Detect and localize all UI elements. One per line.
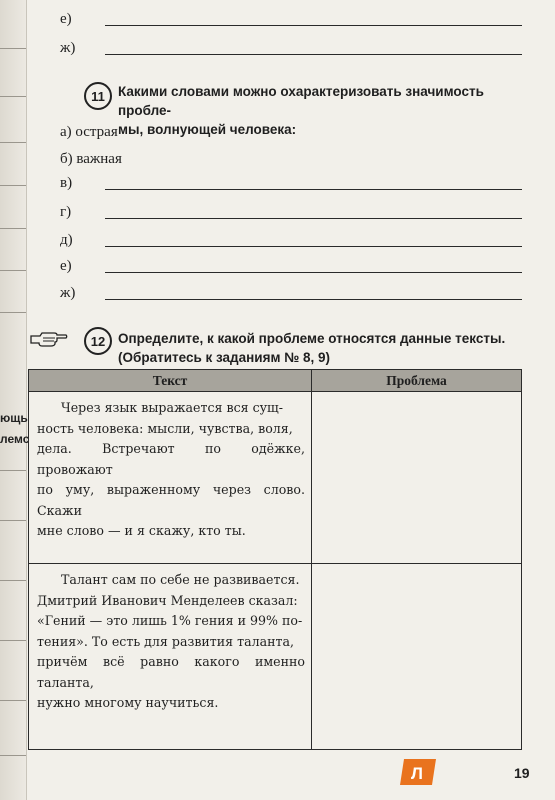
column-header-text: Текст [29,370,312,392]
passage-line: причём всё равно какого именно таланта, [37,654,305,690]
passage-line: дела. Встречают по одёжке, провожают [37,441,305,477]
pointing-hand-icon [30,330,68,348]
line-label: д) [60,232,73,248]
table-row [29,564,522,750]
answer-rule [105,54,522,55]
margin-fragment-1: ющь [0,411,28,425]
text-cell [29,564,312,750]
page-number: 19 [514,765,530,781]
task11-option-a: а) острая [60,124,118,140]
passage-line: по уму, выраженному через слово. Скажи [37,482,305,518]
task11-question-line2: мы, волнующей человека: [118,122,297,137]
passage-line: мне слово — и я скажу, кто ты. [37,523,246,538]
passage-line: Через язык выражается вся сущ- [61,400,284,415]
margin-fragment-2: лемс [0,432,30,446]
publisher-logo-icon [400,757,440,787]
line-label: е) [60,11,72,27]
passage-2 [29,564,311,714]
line-label: в) [60,175,73,191]
passage-line: «Гений — это лишь 1% гения и 99% по- [37,613,303,628]
answer-rule [105,299,522,300]
passage-1 [29,392,311,542]
line-label: ж) [60,285,76,301]
text-problem-table [28,369,522,750]
passage-line: нужно многому научиться. [37,695,219,710]
text-cell [29,392,312,564]
task11-answer-line-v[interactable] [60,172,522,194]
answer-rule [105,25,522,26]
answer-rule [105,246,522,247]
task11-answer-line-d[interactable] [60,229,522,251]
passage-line: Дмитрий Иванович Менделеев сказал: [37,592,298,608]
task12-question [118,329,528,367]
task11-answer-line-e[interactable] [60,255,522,277]
problem-cell-1[interactable] [312,392,522,564]
task11-question [118,82,528,139]
line-label: е) [60,258,72,274]
answer-rule [105,272,522,273]
answer-line-e-top[interactable] [60,8,522,30]
column-header-problem: Проблема [312,370,522,392]
line-label: ж) [60,40,76,56]
passage-line: ность человека: мысли, чувства, воля, [37,420,293,436]
passage-line: Талант сам по себе не развивается. [61,572,300,587]
problem-cell-2[interactable] [312,564,522,750]
logo-letter: Л [411,764,423,783]
spine-margin [0,0,30,800]
task11-question-line1: Какими словами можно охарактеризовать значимость пробле- [118,84,484,118]
task-number-12: 12 [84,327,112,355]
answer-rule [105,218,522,219]
line-label: г) [60,204,72,220]
table-row [29,392,522,564]
answer-rule [105,189,522,190]
task11-answer-line-g[interactable] [60,201,522,223]
task11-option-b: б) важная [60,151,122,167]
answer-line-zh-top[interactable] [60,37,522,59]
task-number-11: 11 [84,82,112,110]
passage-line: тения». То есть для развития таланта, [37,633,294,649]
task11-answer-line-zh[interactable] [60,282,522,304]
task12-question-line1: Определите, к какой проблеме относятся данные тексты. [118,331,506,346]
task12-question-line2: (Обратитесь к заданиям № 8, 9) [118,350,331,365]
